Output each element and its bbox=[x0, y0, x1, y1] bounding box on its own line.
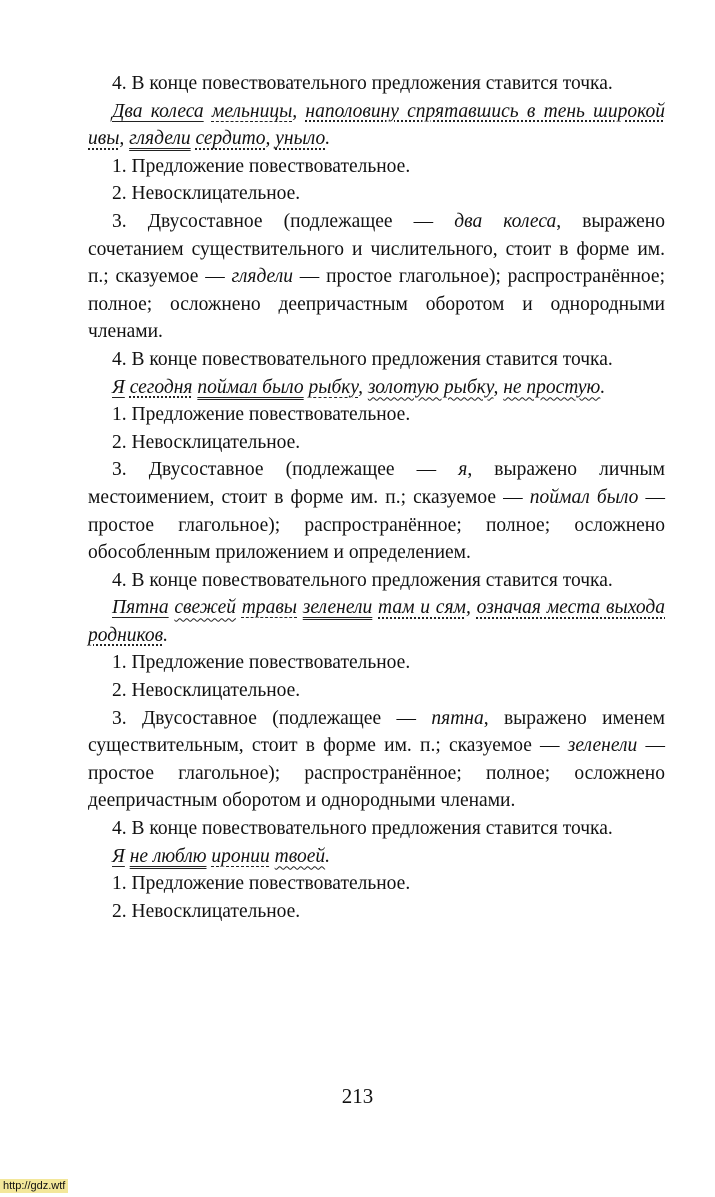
text: — простое глагольное); распространённое; полное; осложнено обособленным приложением и определением. bbox=[88, 486, 665, 564]
italic-text: поймал было bbox=[529, 486, 639, 508]
text: 4. В конце повествовательного предложения ставится точка. bbox=[112, 73, 613, 94]
paragraph bbox=[88, 98, 665, 153]
adverbial: означая места выхода родников bbox=[88, 597, 665, 646]
italic-text: , bbox=[119, 128, 130, 150]
subject: Я bbox=[112, 376, 125, 398]
paragraph bbox=[88, 567, 665, 595]
italic-text: , bbox=[265, 128, 276, 150]
italic-text: . bbox=[163, 624, 168, 646]
text: 2. Невосклицательное. bbox=[112, 431, 301, 453]
paragraph bbox=[88, 401, 665, 429]
predicate: глядели bbox=[129, 128, 191, 150]
italic-text: зеленели bbox=[567, 735, 638, 757]
paragraph bbox=[88, 456, 665, 566]
source-link[interactable]: http://gdz.wtf bbox=[0, 1179, 68, 1193]
text: , выражено сочетанием существительного и числительного, стоит в форме им. п.; сказуемое — bbox=[88, 210, 665, 288]
text: 4. В конце повествовательного предложения ставится точка. bbox=[112, 818, 613, 840]
paragraph bbox=[88, 649, 665, 677]
text: 2. Невосклицательное. bbox=[112, 680, 301, 702]
paragraph bbox=[88, 594, 665, 649]
paragraph bbox=[88, 153, 665, 181]
predicate: поймал было bbox=[197, 376, 304, 398]
paragraph bbox=[88, 870, 665, 898]
text: 1. Предложение повествовательное. bbox=[112, 652, 411, 674]
text: — простое глагольное); распространённое; полное; осложнено деепричастным оборотом и однородными членами. bbox=[88, 735, 665, 812]
text: — простое глагольное); распространённое; полное; осложнено деепричастным оборотом и однородными членами. bbox=[88, 266, 665, 343]
adverbial: сегодня bbox=[129, 376, 193, 398]
italic-text: , bbox=[465, 597, 477, 619]
object: иронии bbox=[211, 845, 270, 867]
text: 3. Двусоставное (подлежащее — bbox=[112, 210, 455, 232]
predicate: зеленели bbox=[302, 597, 373, 619]
text: 2. Невосклицательное. bbox=[112, 900, 301, 922]
paragraph bbox=[88, 208, 665, 346]
italic-text: . bbox=[325, 845, 330, 867]
italic-text: , bbox=[358, 376, 368, 398]
text: 2. Невосклицательное. bbox=[112, 183, 301, 205]
adverbial: наполовину спрятавшись в тень широкой ивы bbox=[88, 100, 665, 150]
text: 1. Предложение повествовательное. bbox=[112, 404, 411, 426]
italic-text: два колеса bbox=[454, 210, 557, 232]
italic-text: , bbox=[292, 100, 306, 122]
text: 1. Предложение повествовательное. bbox=[112, 155, 411, 177]
attribute: свежей bbox=[174, 597, 236, 619]
predicate: не люблю bbox=[129, 845, 207, 867]
text: 4. В конце повествовательного предложения ставится точка. bbox=[112, 569, 613, 591]
adverbial: уныло bbox=[275, 128, 326, 150]
italic-text bbox=[204, 101, 212, 122]
text: 3. Двусоставное (подлежащее — bbox=[112, 707, 432, 729]
text: 4. В конце повествовательного предложения ставится точка. bbox=[112, 348, 613, 370]
text: , выражено личным местоимением, стоит в форме им. п.; сказуемое — bbox=[88, 459, 666, 508]
italic-text: пятна bbox=[431, 707, 484, 729]
subject: Пятна bbox=[112, 597, 169, 619]
attribute: твоей bbox=[274, 845, 326, 867]
italic-text: я bbox=[458, 459, 468, 481]
object: мельницы bbox=[211, 100, 293, 122]
attribute: не простую bbox=[503, 376, 601, 398]
italic-text: глядели bbox=[231, 266, 293, 288]
object: травы bbox=[241, 597, 297, 619]
italic-text: . bbox=[600, 376, 606, 398]
text: 1. Предложение повествовательное. bbox=[112, 873, 411, 895]
object: рыбку bbox=[308, 376, 359, 398]
page-body bbox=[88, 70, 665, 925]
text: , выражено именем существительным, стоит в форме им. п.; сказуемое — bbox=[88, 707, 665, 757]
page-number: 213 bbox=[341, 1084, 374, 1108]
adverbial: сердито bbox=[195, 128, 266, 150]
paragraph bbox=[88, 70, 665, 98]
paragraph bbox=[88, 180, 665, 208]
paragraph bbox=[88, 677, 665, 705]
paragraph bbox=[88, 705, 665, 815]
subject: Я bbox=[112, 845, 125, 867]
italic-text: , bbox=[493, 376, 504, 398]
attribute: золотую рыбку bbox=[367, 376, 494, 398]
paragraph bbox=[88, 898, 665, 926]
italic-text: . bbox=[325, 128, 331, 150]
paragraph bbox=[88, 374, 665, 402]
paragraph bbox=[88, 429, 665, 457]
text: 3. Двусоставное (подлежащее — bbox=[112, 459, 459, 481]
paragraph bbox=[88, 346, 665, 374]
subject: Два колеса bbox=[112, 100, 204, 122]
paragraph bbox=[88, 815, 665, 843]
paragraph bbox=[88, 843, 665, 871]
adverbial: там и сям bbox=[378, 597, 466, 619]
